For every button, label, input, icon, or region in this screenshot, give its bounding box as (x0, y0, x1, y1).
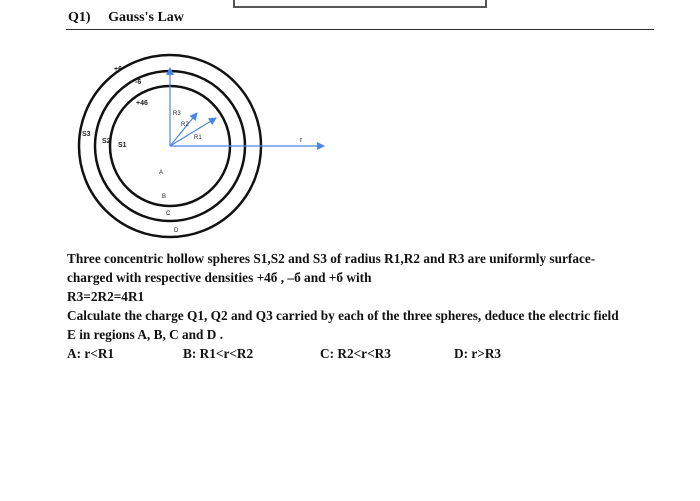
label-region-d: D (174, 228, 179, 234)
label-r2: R2 (181, 122, 189, 128)
problem-line-5: E in regions A, B, C and D . (67, 327, 224, 342)
radius-r2-arrow (170, 113, 197, 146)
problem-line-4: Calculate the charge Q1, Q2 and Q3 carried by each of the three spheres, deduce the electric field (67, 308, 619, 323)
problem-line-3: R3=2R2=4R1 (67, 289, 145, 304)
question-title: Gauss's Law (108, 10, 184, 25)
label-s3: S3 (82, 131, 91, 138)
label-s1-density: +46 (136, 100, 148, 107)
label-region-a: A (159, 170, 164, 176)
label-region-b: B (162, 194, 167, 200)
label-s2: S2 (102, 138, 111, 145)
label-r1: R1 (194, 135, 202, 141)
label-r-axis: r (300, 137, 303, 144)
label-r3: R3 (173, 111, 181, 117)
region-d-definition: D: r>R3 (454, 346, 502, 361)
radius-r1-arrow (170, 118, 216, 146)
region-c-definition: C: R2<r<R3 (320, 346, 391, 361)
label-region-c: C (166, 211, 171, 217)
problem-line-1: Three concentric hollow spheres S1,S2 and S3 of radius R1,R2 and R3 are uniformly surface- (67, 251, 596, 266)
question-number: Q1) (68, 10, 91, 25)
problem-line-2: charged with respective densities +4б , –б and +б with (67, 270, 372, 285)
region-b-definition: B: R1<r<R2 (183, 346, 254, 361)
region-a-definition: A: r<R1 (67, 346, 115, 361)
regions-row (67, 344, 667, 363)
problem-statement (67, 249, 667, 363)
label-s3-density: +6 (114, 66, 122, 73)
label-s1: S1 (118, 142, 127, 149)
label-s2-density: -6 (135, 79, 142, 86)
